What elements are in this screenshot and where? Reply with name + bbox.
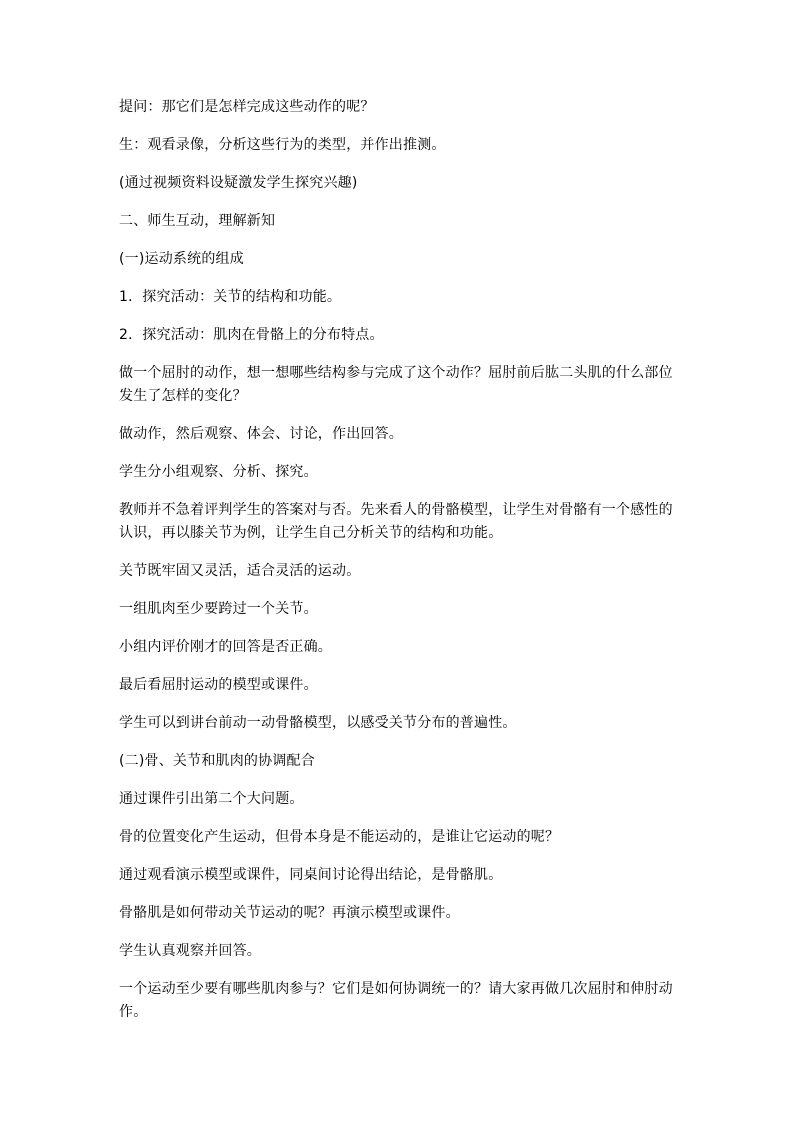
- subsection-heading-1: (一)运动系统的组成: [119, 251, 244, 267]
- paragraph-activity-1: 1．探究活动：关节的结构和功能。: [119, 289, 342, 305]
- subsection-heading-2: (二)骨、关节和肌肉的协调配合: [119, 753, 315, 769]
- paragraph-muscle-question: 骨骼肌是如何带动关节运动的呢？再演示模型或课件。: [119, 905, 460, 921]
- paragraph-muscle-cross: 一组肌肉至少要跨过一个关节。: [119, 601, 318, 617]
- paragraph-final-question: 一个运动至少要有哪些肌肉参与？它们是如何协调统一的？请大家再做几次屈肘和伸肘动作。: [119, 981, 673, 1020]
- paragraph-model-view: 最后看屈肘运动的模型或课件。: [119, 677, 318, 693]
- paragraph-bone-question: 骨的位置变化产生运动，但骨本身是不能运动的，是谁让它运动的呢？: [119, 829, 560, 845]
- section-heading-2: 二、师生互动，理解新知: [119, 213, 276, 229]
- paragraph-joint-nature: 关节既牢固又灵活，适合灵活的运动。: [119, 563, 361, 579]
- paragraph-conclusion: 通过观看演示模型或课件，同桌间讨论得出结论，是骨骼肌。: [119, 867, 503, 883]
- paragraph-group-observe: 学生分小组观察、分析、探究。: [119, 464, 318, 480]
- paragraph-question: 提问：那它们是怎样完成这些动作的呢？: [119, 99, 375, 115]
- paragraph-note: (通过视频资料设疑激发学生探究兴趣): [119, 175, 358, 191]
- paragraph-teacher: 教师并不急着评判学生的答案对与否。先来看人的骨骼模型，让学生对骨骼有一个感性的认识，再以膝关节为例，让学生自己分析关节的结构和功能。: [119, 502, 673, 541]
- paragraph-do-action: 做动作，然后观察、体会、讨论，作出回答。: [119, 426, 403, 442]
- paragraph-student-response: 生：观看录像，分析这些行为的类型，并作出推测。: [119, 137, 446, 153]
- document-body: [119, 96, 679, 1039]
- paragraph-activity-2: 2．探究活动：肌肉在骨骼上的分布特点。: [119, 327, 384, 343]
- paragraph-student-model: 学生可以到讲台前动一动骨骼模型，以感受关节分布的普遍性。: [119, 715, 517, 731]
- paragraph-courseware: 通过课件引出第二个大问题。: [119, 791, 304, 807]
- paragraph-student-answer: 学生认真观察并回答。: [119, 943, 261, 959]
- paragraph-elbow-question: 做一个屈肘的动作，想一想哪些结构参与完成了这个动作？屈肘前后肱二头肌的什么部位发生了怎样的变化？: [119, 365, 673, 404]
- paragraph-group-evaluate: 小组内评价刚才的回答是否正确。: [119, 639, 332, 655]
